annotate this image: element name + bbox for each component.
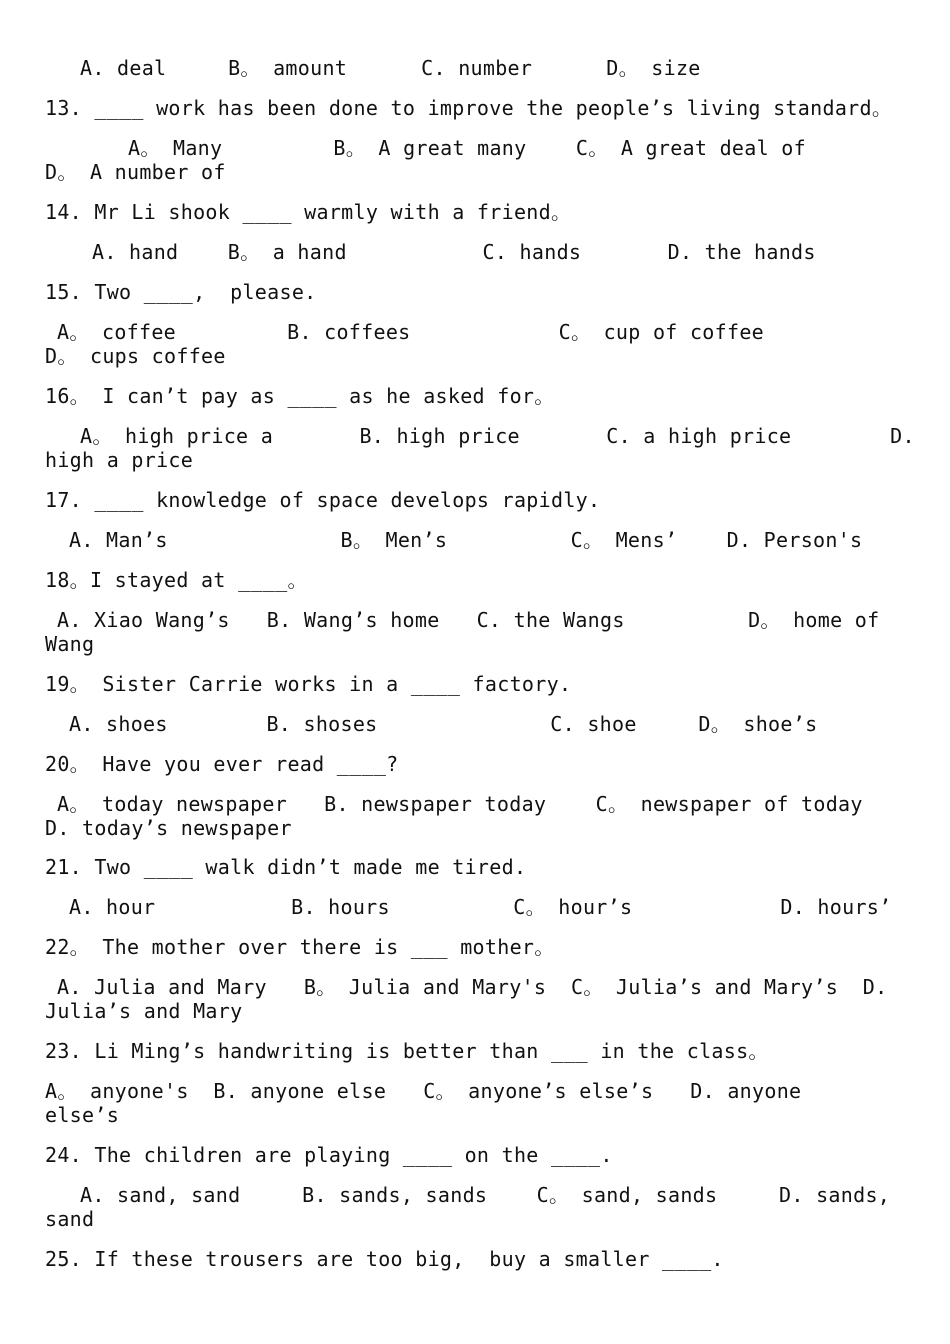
- q23-options-wrap: else’s: [45, 1103, 120, 1127]
- q20-options-wrap: D. today’s newspaper: [45, 816, 292, 840]
- q21-options: A. hour B. hours C。 hour’s D. hours’: [69, 895, 892, 919]
- q20-options: A。 today newspaper B. newspaper today C。 newspaper of today: [57, 792, 863, 816]
- q18-options-wrap: Wang: [45, 632, 95, 656]
- q12-options: A. deal B。 amount C. number D。 size: [80, 56, 701, 80]
- q14-question: 14. Mr Li shook ____ warmly with a friend。: [45, 200, 572, 224]
- q19-question: 19。 Sister Carrie works in a ____ factory.: [45, 672, 572, 696]
- q18-options: A. Xiao Wang’s B. Wang’s home C. the Wangs D。 home of: [57, 608, 880, 632]
- q15-options-wrap: D。 cups coffee: [45, 344, 226, 368]
- q17-question: 17. ____ knowledge of space develops rapidly.: [45, 488, 601, 512]
- q16-options-wrap: high a price: [45, 448, 194, 472]
- q22-options-wrap: Julia’s and Mary: [45, 999, 243, 1023]
- q22-question: 22。 The mother over there is ___ mother。: [45, 935, 555, 959]
- q23-question: 23. Li Ming’s handwriting is better than ___ in the class。: [45, 1039, 769, 1063]
- q20-question: 20。 Have you ever read ____?: [45, 752, 399, 776]
- q22-options: A. Julia and Mary B。 Julia and Mary's C。 Julia’s and Mary’s D.: [57, 975, 888, 999]
- q24-options: A. sand, sand B. sands, sands C。 sand, sands D. sands,: [80, 1183, 891, 1207]
- q21-question: 21. Two ____ walk didn’t made me tired.: [45, 855, 527, 879]
- q15-question: 15. Two ____, please.: [45, 280, 317, 304]
- q13-options-wrap: D。 A number of: [45, 160, 226, 184]
- q16-options: A。 high price a B. high price C. a high price D.: [80, 424, 915, 448]
- q13-options: A。 Many B。 A great many C。 A great deal of: [128, 136, 806, 160]
- q17-options: A. Man’s B。 Men’s C。 Mens’ D. Person's: [69, 528, 863, 552]
- q19-options: A. shoes B. shoses C. shoe D。 shoe’s: [69, 712, 818, 736]
- q25-question: 25. If these trousers are too big, buy a smaller ____.: [45, 1247, 724, 1271]
- q16-question: 16。 I can’t pay as ____ as he asked for。: [45, 384, 555, 408]
- q24-question: 24. The children are playing ____ on the ____.: [45, 1143, 613, 1167]
- q13-question: 13. ____ work has been done to improve the people’s living standard。: [45, 96, 893, 120]
- q14-options: A. hand B。 a hand C. hands D. the hands: [92, 240, 816, 264]
- q23-options: A。 anyone's B. anyone else C。 anyone’s else’s D. anyone: [45, 1079, 802, 1103]
- q24-options-wrap: sand: [45, 1207, 95, 1231]
- q15-options: A。 coffee B. coffees C。 cup of coffee: [57, 320, 765, 344]
- q18-question: 18。I stayed at ____。: [45, 568, 308, 592]
